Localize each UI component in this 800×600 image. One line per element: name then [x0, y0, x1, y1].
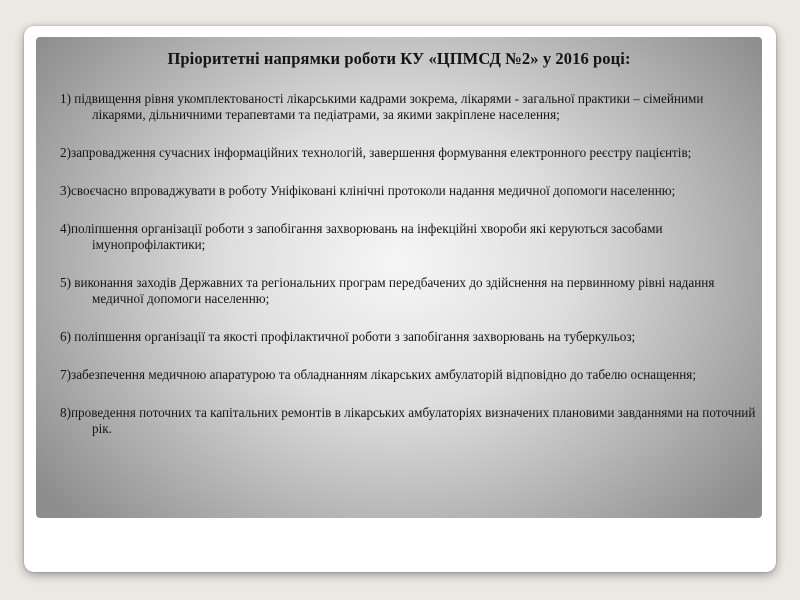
slide-content-panel — [36, 37, 762, 518]
priority-item-8: 8)проведення поточних та капітальних ремонтів в лікарських амбулаторіях визначених плановими завданнями на поточний рік. — [60, 405, 756, 436]
priority-list — [60, 91, 760, 437]
priority-item-4: 4)поліпшення організації роботи з запобігання захворювань на інфекційні хвороби які керуються засобами імунопрофілактики; — [60, 221, 663, 252]
priority-item-3: 3)своєчасно впроваджувати в роботу Уніфіковані клінічні протоколи надання медичної допомоги населенню; — [60, 183, 676, 198]
priority-item-5: 5) виконання заходів Державних та регіональних програм передбачених до здійснення на первинному рівні надання медичної допомоги населенню; — [60, 275, 715, 306]
priority-item-1: 1) підвищення рівня укомплектованості лікарськими кадрами зокрема, лікарями - загальної практики – сімейними лікарями, дільничними терапевтами та педіатрами, за якими закріплене населення; — [60, 91, 704, 122]
priority-item-6: 6) поліпшення організації та якості профілактичної роботи з запобігання захворювань на туберкульоз; — [60, 329, 636, 344]
priority-item-2: 2)запровадження сучасних інформаційних технологій, завершення формування електронного реєстру пацієнтів; — [60, 145, 692, 160]
slide-title: Пріоритетні напрямки роботи КУ «ЦПМСД №2» у 2016 році: — [167, 49, 631, 68]
priority-item-7: 7)забезпечення медичною апаратурою та обладнанням лікарських амбулаторій відповідно до табелю оснащення; — [60, 367, 696, 382]
